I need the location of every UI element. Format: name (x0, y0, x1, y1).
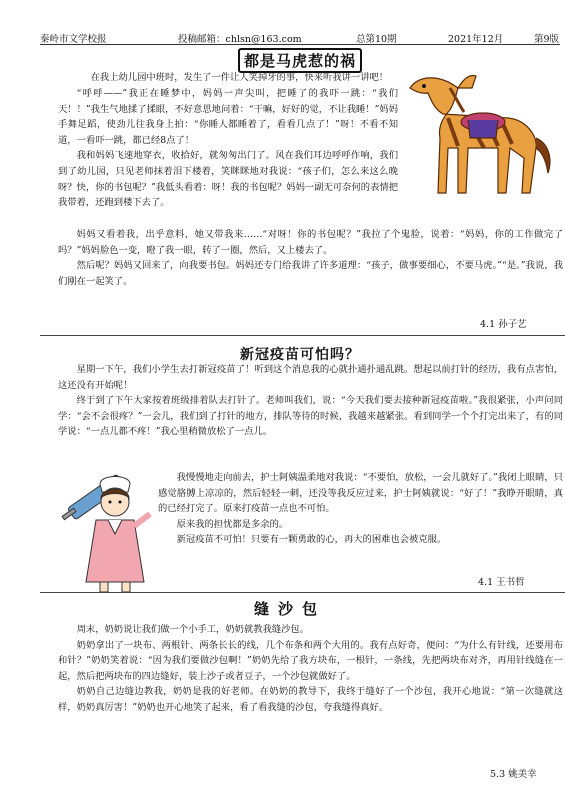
article2-paragraph: 我慢慢地走向前去，护士阿姨温柔地对我说：“不要怕，放松，一会儿就好了。”我闭上眼睛，只感觉胳膊上凉凉的，然后轻轻一刺，还没等我反应过来，护士阿姨就说：“好了！”我睁开眼睛，真的已经打完了。原来打疫苗一点也不可怕。 (158, 472, 563, 515)
article1-body-wrap (58, 86, 398, 211)
article2-body-wrap (158, 470, 563, 548)
article2-signature: 4.1 王书哲 (478, 577, 525, 588)
article3-body (58, 622, 563, 716)
issue-number: 总第10期 (356, 34, 397, 45)
article1-paragraph: 在我上幼儿园中班时，发生了一件让人笑掉牙的事，快来听我讲一讲吧！ (90, 72, 389, 83)
section-divider (40, 592, 565, 593)
article1-paragraph: 妈妈又看着我，出乎意料，她又带我来……“对呀！你的书包呢？”我拉了个鬼脸，说着：“妈妈，你的工作做完了吗？”妈妈脸色一变，瞪了我一眼，转了一圈，然后，又上楼去了。 (58, 229, 563, 256)
header-rule (40, 44, 560, 45)
article2-paragraph: 新冠疫苗不可怕！只要有一颗勇敢的心，再大的困难也会被克服。 (176, 534, 447, 546)
section-divider (40, 335, 565, 336)
article2-body (58, 362, 563, 440)
article3-paragraph: 奶奶拿出了一块布、两根针、两条长长的线，几个布条和两个大用的。我有点好奇，便问：“为什么有针线，还要用布和针？”奶奶笑着说：“因为我们要做沙包啊！”奶奶先给了我方块布，一根针，一条线，先把两块布对齐，再用针线缝在一起，然后把两块布的四边缝好，装上沙子或者豆子，一个沙包就做好了。 (58, 639, 563, 682)
issue-date: 2021年12月 (448, 34, 504, 45)
publication-name: 秦岭市文学校报 (40, 34, 107, 45)
article1-title: 都是马虎惹的祸 (200, 48, 400, 68)
article1-paragraph: “呼呼——”我正在睡梦中，妈妈一声尖叫，把睡了的我吓一跳：“我们天！！”我生气地揉了揉眼，不好意思地问着：“干嘛，好好的觉，不让我睡！”妈妈手舞足蹈，使劲儿往我身上拍：“你睡人都睡着了，看看几点了！”呀！不看不知道，一看吓一跳，都已经8点了！ (58, 88, 398, 146)
article3-signature: 5.3 姚美幸 (490, 769, 537, 780)
article2-paragraph: 终于到了下午大家按着班级排着队去打针了。老师叫我们，说：“今天我们要去接种新冠疫苗啦。”我很紧张，小声问同学：“会不会很疼？”一会儿，我们到了打针的地方，排队等待的时候，我越来越紧张。看到同学一个个打完出来了，有的同学说：“一点儿都不疼！”我心里稍微放松了一点儿。 (58, 395, 563, 438)
article2-title: 新冠疫苗可怕吗？ (240, 347, 360, 363)
page-header (40, 30, 560, 45)
article1-body-full (58, 227, 563, 289)
article3-title: 缝沙包 (253, 600, 326, 618)
article2-paragraph: 星期一下午，我们小学生去打新冠疫苗了！听到这个消息我的心就扑通扑通乱跳。想起以前打针的经历，我有点害怕，这还没有开始呢！ (58, 364, 563, 391)
article1-body (72, 70, 562, 86)
article3-paragraph: 奶奶自己边缝边教我，奶奶是我的好老师。在奶奶的教导下，我终于缝好了一个沙包，我开心地说：“第一次缝就这样，奶奶真厉害！”奶奶也开心地笑了起来，看了看我缝的沙包，夸我缝得真好。 (58, 686, 563, 713)
nurse-icon (60, 470, 155, 595)
article3-paragraph: 周末，奶奶说让我们做一个小手工，奶奶就教我缝沙包。 (76, 624, 310, 635)
page-number: 第9版 (534, 34, 560, 45)
article1-paragraph: 然后呢？妈妈又回来了，向我要书包。妈妈还专门给我讲了许多道理：“孩子，做事要细心，不要马虎。”“是。”我说，我们刚在一起笑了。 (58, 260, 563, 287)
article2-paragraph: 原来我的担忧都是多余的。 (176, 518, 289, 530)
article1-signature: 4.1 孙子艺 (480, 319, 527, 330)
submission-email: 投稿邮箱：chlsn@163.com (178, 34, 302, 45)
article1-paragraph: 我和妈妈飞速地穿衣，收拾好，就匆匆出门了。风在我们耳边呼呼作响，我们到了幼儿园，只见老师抹着泪下楼着，笑眯眯地对我说：“孩子们，怎么来这么晚呀？快，你的书包呢？”我低头看着：呀！我的书包呢？妈妈一副无可奈何的表情把我带着，还跑到楼下去了。 (58, 150, 398, 209)
